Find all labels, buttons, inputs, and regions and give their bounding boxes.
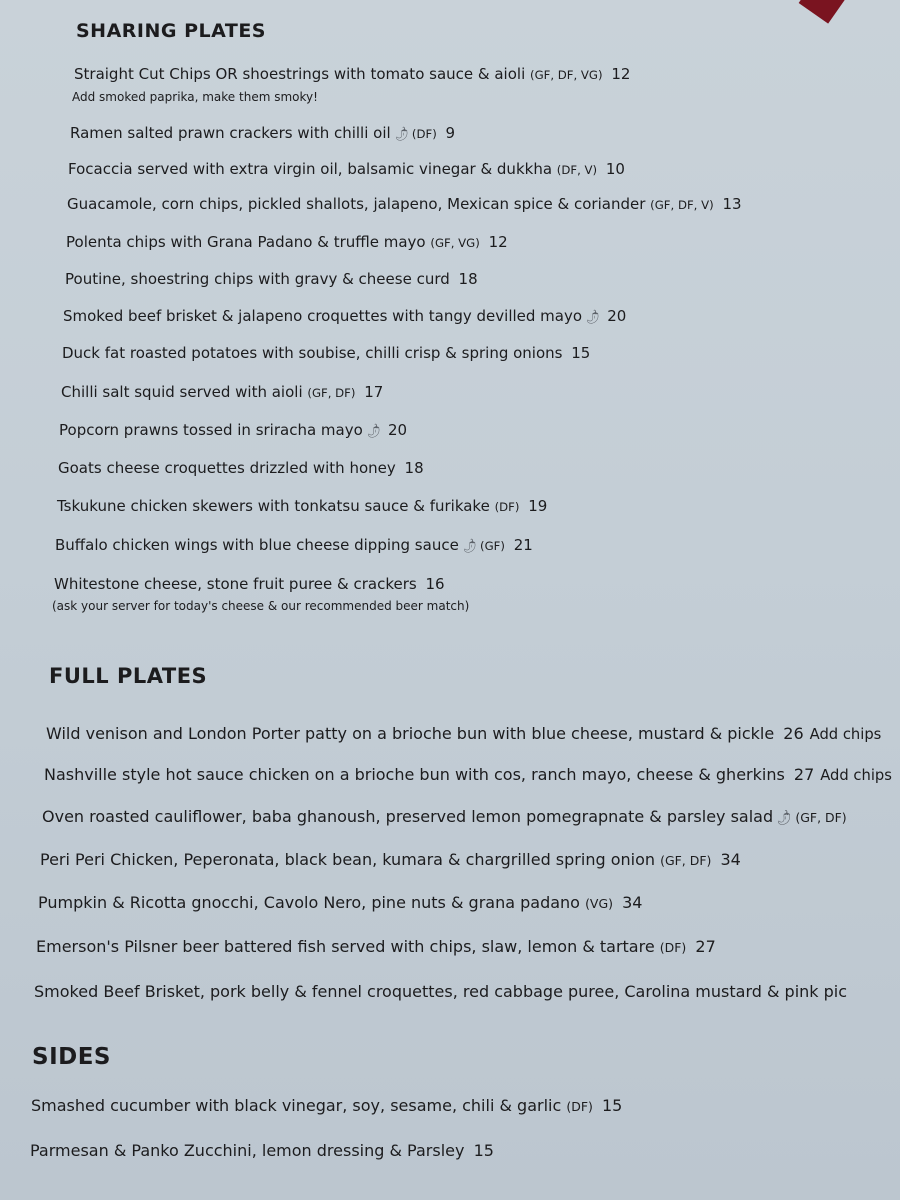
item-name: Poutine, shoestring chips with gravy & cheese curd xyxy=(65,270,450,288)
menu-item xyxy=(44,765,892,785)
item-name: Parmesan & Panko Zucchini, lemon dressing & Parsley xyxy=(30,1141,465,1160)
item-name: Wild venison and London Porter patty on a brioche bun with blue cheese, mustard & pickle xyxy=(46,724,775,743)
item-extra: Add chips xyxy=(820,767,892,784)
menu-item xyxy=(31,1096,622,1115)
item-name: Polenta chips with Grana Padano & truffle mayo xyxy=(66,233,426,251)
item-name: Peri Peri Chicken, Peperonata, black bean, kumara & chargrilled spring onion xyxy=(40,850,656,869)
menu-item xyxy=(34,982,847,1001)
item-tags: (GF, DF, V) xyxy=(650,198,714,212)
item-tags: (DF) xyxy=(659,940,687,955)
menu-item xyxy=(36,937,716,956)
item-name: Emerson's Pilsner beer battered fish served with chips, slaw, lemon & tartare xyxy=(36,937,655,956)
item-name: Whitestone cheese, stone fruit puree & crackers xyxy=(54,575,417,593)
menu-item xyxy=(57,497,547,515)
menu-item xyxy=(62,344,590,362)
menu-item xyxy=(40,850,741,869)
item-tags: (GF, DF) xyxy=(660,853,712,868)
item-name: Goats cheese croquettes drizzled with honey xyxy=(58,459,396,477)
item-price: 20 xyxy=(607,307,627,325)
item-tags: (GF, DF, VG) xyxy=(530,68,603,82)
item-price: 15 xyxy=(601,1096,623,1115)
item-note: (ask your server for today's cheese & our recommended beer match) xyxy=(52,599,470,613)
item-name: Buffalo chicken wings with blue cheese dipping sauce xyxy=(55,536,459,554)
item-tags: (GF, VG) xyxy=(430,236,480,250)
item-price: 12 xyxy=(611,65,631,83)
item-price: 18 xyxy=(458,270,478,288)
item-price: 34 xyxy=(622,893,643,912)
menu-item xyxy=(61,383,383,401)
section-heading-sharing: SHARING PLATES xyxy=(76,20,266,42)
item-price: 26 xyxy=(783,724,804,743)
menu-item xyxy=(74,65,630,83)
menu-item xyxy=(65,270,478,288)
item-price: 9 xyxy=(445,124,456,142)
item-name: Oven roasted cauliflower, baba ghanoush, preserved lemon pomegrapnate & parsley salad xyxy=(42,807,774,826)
item-price: 16 xyxy=(425,575,445,593)
menu-item xyxy=(30,1141,494,1160)
item-price: 13 xyxy=(722,195,742,213)
menu-item xyxy=(68,160,625,178)
menu-item xyxy=(63,307,626,325)
item-price: 18 xyxy=(404,459,424,477)
menu-item xyxy=(58,459,424,477)
item-extra: Add chips xyxy=(809,726,882,743)
item-price: 27 xyxy=(793,765,815,784)
chili-icon: 🌶︎ xyxy=(391,124,411,144)
item-price: 19 xyxy=(528,497,548,515)
item-tags: (DF, V) xyxy=(556,163,598,177)
item-tags: (VG) xyxy=(585,896,613,911)
item-name: Chilli salt squid served with aioli xyxy=(61,383,303,401)
menu-item xyxy=(42,807,847,829)
menu-item xyxy=(54,575,445,593)
item-price: 17 xyxy=(364,383,384,401)
menu-item xyxy=(70,124,455,142)
item-name: Smoked Beef Brisket, pork belly & fennel croquettes, red cabbage puree, Carolina mustard & pink pic xyxy=(34,982,848,1001)
chili-icon: 🌶︎ xyxy=(583,307,603,327)
item-price: 15 xyxy=(571,344,591,362)
menu-item xyxy=(55,536,533,554)
item-name: Pumpkin & Ricotta gnocchi, Cavolo Nero, pine nuts & grana padano xyxy=(38,893,580,912)
menu-item xyxy=(67,195,742,213)
item-name: Guacamole, corn chips, pickled shallots, jalapeno, Mexican spice & coriander xyxy=(67,195,646,213)
item-note: Add smoked paprika, make them smoky! xyxy=(72,90,318,104)
item-tags: (GF, DF) xyxy=(795,810,847,825)
item-name: Focaccia served with extra virgin oil, balsamic vinegar & dukkha xyxy=(68,160,553,178)
item-name: Smashed cucumber with black vinegar, soy, sesame, chili & garlic xyxy=(31,1096,562,1115)
menu-item xyxy=(46,724,881,744)
item-name: Tskukune chicken skewers with tonkatsu sauce & furikake xyxy=(57,497,490,515)
item-price: 27 xyxy=(695,937,716,956)
chili-icon: 🌶︎ xyxy=(363,421,383,441)
item-price: 10 xyxy=(605,160,625,178)
item-name: Straight Cut Chips OR shoestrings with tomato sauce & aioli xyxy=(74,65,526,83)
item-price: 34 xyxy=(720,850,741,869)
item-tags: (GF) xyxy=(480,539,505,553)
chili-icon: 🌶︎ xyxy=(459,536,479,556)
item-price: 15 xyxy=(473,1141,494,1160)
item-name: Duck fat roasted potatoes with soubise, chilli crisp & spring onions xyxy=(62,344,563,362)
menu-item xyxy=(59,421,407,439)
item-tags: (DF) xyxy=(411,127,437,141)
menu-item xyxy=(38,893,642,912)
item-name: Nashville style hot sauce chicken on a brioche bun with cos, ranch mayo, cheese & gherkins xyxy=(44,765,785,784)
item-name: Popcorn prawns tossed in sriracha mayo xyxy=(59,421,363,439)
item-tags: (DF) xyxy=(566,1099,593,1114)
item-tags: (DF) xyxy=(494,500,520,514)
item-price: 21 xyxy=(513,536,533,554)
item-price: 20 xyxy=(388,421,408,439)
item-name: Smoked beef brisket & jalapeno croquettes with tangy devilled mayo xyxy=(63,307,583,325)
menu-item xyxy=(66,233,508,251)
item-tags: (GF, DF) xyxy=(307,386,356,400)
chili-icon: 🌶︎ xyxy=(774,808,795,829)
item-name: Ramen salted prawn crackers with chilli oil xyxy=(70,124,391,142)
section-heading-sides: SIDES xyxy=(32,1044,111,1070)
section-heading-full: FULL PLATES xyxy=(49,664,208,688)
item-price: 12 xyxy=(488,233,508,251)
